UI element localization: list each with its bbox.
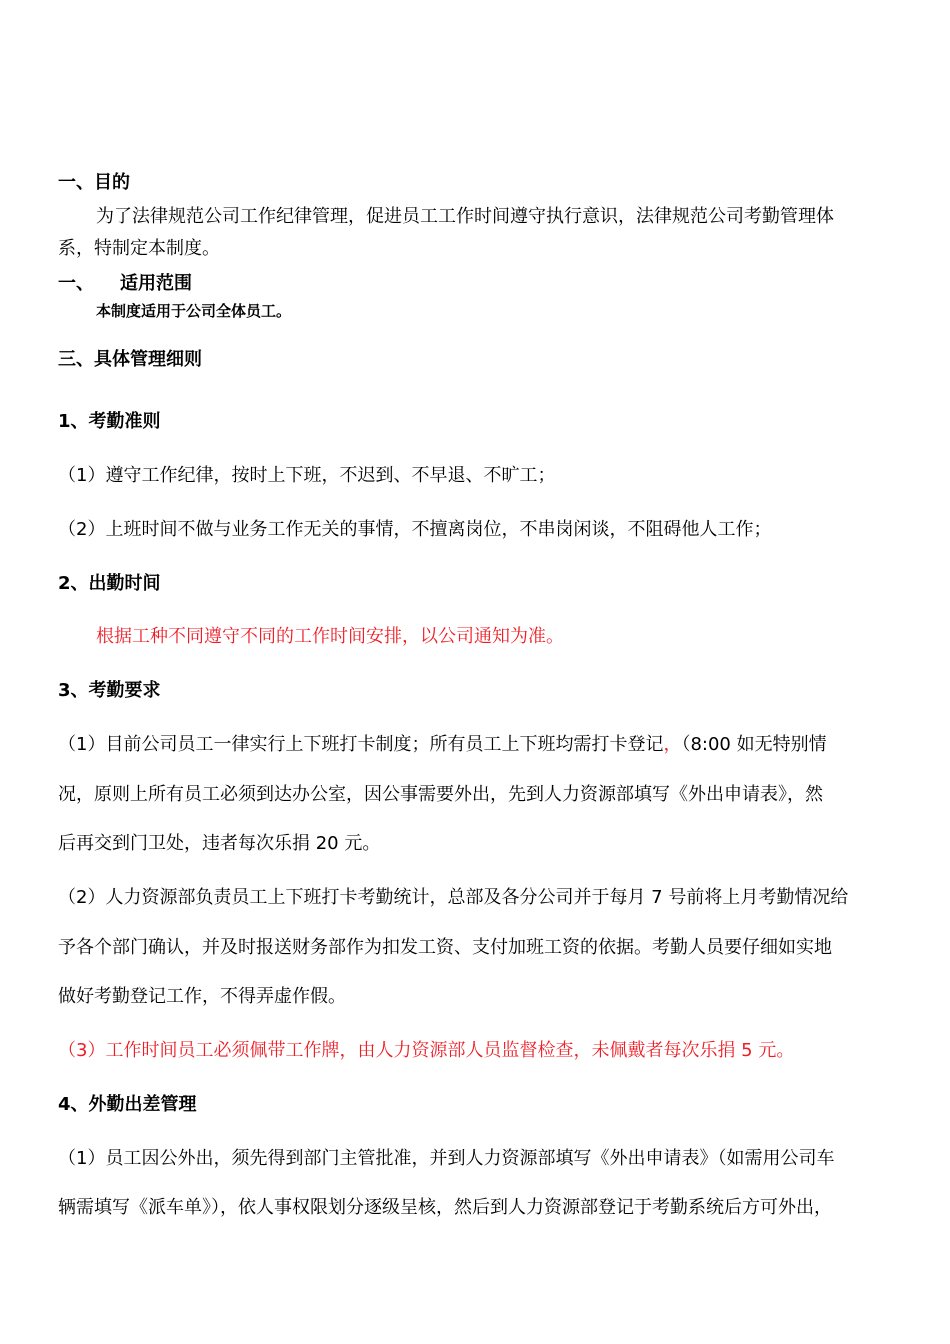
subsection-3-item-3: （3）工作时间员工必须佩带工作牌，由人力资源部人员监督检查，未佩戴者每次乐捐 5 元。 bbox=[58, 1040, 795, 1061]
section-2-heading bbox=[58, 273, 192, 295]
subsection-3-item-1-line-1 bbox=[58, 734, 827, 756]
section-3-heading: 三、具体管理细则 bbox=[58, 349, 202, 370]
subsection-1-item-1: （1）遵守工作纪律，按时上下班，不迟到、不早退、不旷工； bbox=[58, 465, 556, 486]
subsection-4-item-1-line-1: （1）员工因公外出，须先得到部门主管批准，并到人力资源部填写《外出申请表》（如需用公司车 bbox=[58, 1148, 835, 1169]
subsection-3-heading: 3、考勤要求 bbox=[58, 680, 161, 701]
section-1-number: 一、 bbox=[58, 172, 94, 193]
subsection-1-heading: 1、考勤准则 bbox=[58, 411, 161, 432]
subsection-3-item-2-line-2: 予各个部门确认，并及时报送财务部作为扣发工资、支付加班工资的依据。考勤人员要仔细如实地 bbox=[58, 937, 832, 958]
section-2-title: 适用范围 bbox=[120, 273, 192, 294]
section-2-number: 一、 bbox=[58, 273, 94, 294]
subsection-3-item-1-red-comma: ， bbox=[663, 734, 682, 755]
section-2-paragraph: 本制度适用于公司全体员工。 bbox=[96, 302, 292, 320]
section-1-paragraph-line-1: 为了法律规范公司工作纪律管理，促进员工工作时间遵守执行意识，法律规范公司考勤管理体 bbox=[96, 206, 834, 227]
section-1-heading bbox=[58, 172, 130, 194]
subsection-3-item-1-line-3: 后再交到门卫处，违者每次乐捐 20 元。 bbox=[58, 833, 381, 854]
subsection-3-item-2-line-3: 做好考勤登记工作，不得弄虚作假。 bbox=[58, 986, 346, 1007]
subsection-2-heading: 2、出勤时间 bbox=[58, 573, 161, 594]
subsection-4-heading: 4、外勤出差管理 bbox=[58, 1094, 197, 1115]
subsection-3-item-1-text-b: （8:00 如无特别情 bbox=[681, 734, 827, 755]
subsection-2-paragraph: 根据工种不同遵守不同的工作时间安排，以公司通知为准。 bbox=[96, 626, 564, 647]
subsection-3-item-2-line-1: （2）人力资源部负责员工上下班打卡考勤统计，总部及各分公司并于每月 7 号前将上月考勤情况给 bbox=[58, 887, 849, 908]
subsection-3-item-1-text-a: （1）目前公司员工一律实行上下班打卡制度；所有员工上下班均需打卡登记 bbox=[58, 734, 664, 755]
subsection-4-item-1-line-2: 辆需填写《派车单》），依人事权限划分逐级呈核，然后到人力资源部登记于考勤系统后方可外出， bbox=[58, 1197, 832, 1218]
section-1-paragraph-line-2: 系，特制定本制度。 bbox=[58, 238, 220, 259]
subsection-1-item-2: （2）上班时间不做与业务工作无关的事情，不擅离岗位，不串岗闲谈，不阻碍他人工作； bbox=[58, 519, 772, 540]
section-1-title: 目的 bbox=[94, 172, 130, 193]
subsection-3-item-1-line-2: 况，原则上所有员工必须到达办公室，因公事需要外出，先到人力资源部填写《外出申请表》，然 bbox=[58, 784, 823, 805]
